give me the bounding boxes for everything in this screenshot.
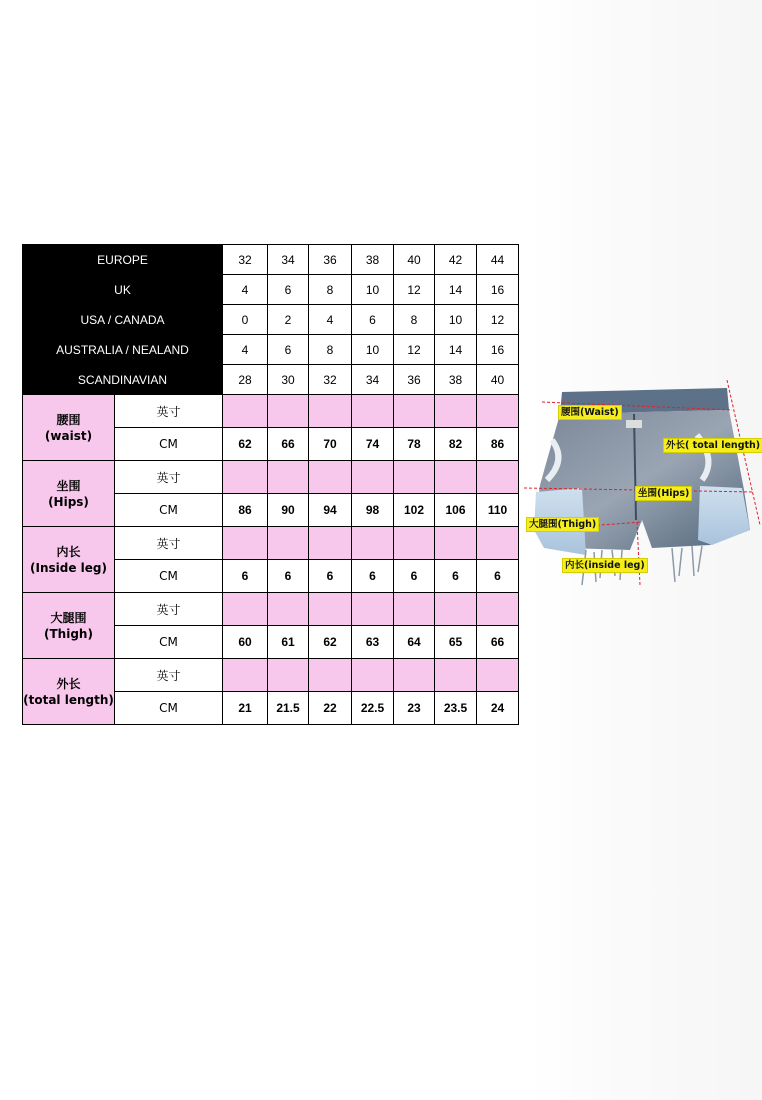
- inch-cell: [477, 395, 519, 428]
- cm-value: 65: [435, 626, 477, 659]
- inch-cell: [223, 461, 268, 494]
- size-value: 12: [477, 305, 519, 335]
- measurement-inch-row: [23, 659, 519, 692]
- unit-cm: CM: [115, 428, 223, 461]
- unit-inch: 英寸: [115, 527, 223, 560]
- size-value: 10: [435, 305, 477, 335]
- size-value: 44: [477, 245, 519, 275]
- inch-cell: [309, 461, 352, 494]
- cm-value: 6: [352, 560, 394, 593]
- measurement-inch-row: [23, 527, 519, 560]
- measurement-inch-row: [23, 593, 519, 626]
- cm-value: 102: [394, 494, 435, 527]
- measurement-zh: 腰围: [56, 412, 81, 427]
- cm-value: 94: [309, 494, 352, 527]
- cm-value: 62: [309, 626, 352, 659]
- unit-cm: CM: [115, 560, 223, 593]
- inch-cell: [435, 659, 477, 692]
- inch-cell: [394, 461, 435, 494]
- inch-cell: [435, 395, 477, 428]
- thigh-tag: 大腿围(Thigh): [526, 517, 599, 532]
- inch-cell: [352, 527, 394, 560]
- inch-cell: [268, 527, 309, 560]
- size-value: 4: [223, 275, 268, 305]
- measurement-label: [23, 527, 115, 593]
- inch-cell: [394, 593, 435, 626]
- region-label: UK: [23, 275, 223, 305]
- unit-cm: CM: [115, 626, 223, 659]
- unit-inch: 英寸: [115, 461, 223, 494]
- cm-value: 86: [477, 428, 519, 461]
- size-value: 12: [394, 275, 435, 305]
- size-value: 2: [268, 305, 309, 335]
- size-value: 32: [309, 365, 352, 395]
- unit-cm: CM: [115, 692, 223, 725]
- inside-leg-tag: 内长(inside leg): [562, 558, 648, 573]
- size-value: 8: [394, 305, 435, 335]
- size-value: 14: [435, 275, 477, 305]
- region-label: USA / CANADA: [23, 305, 223, 335]
- unit-cm: CM: [115, 494, 223, 527]
- inch-cell: [352, 461, 394, 494]
- inch-cell: [435, 593, 477, 626]
- inch-cell: [352, 659, 394, 692]
- cm-value: 66: [477, 626, 519, 659]
- region-label: SCANDINAVIAN: [23, 365, 223, 395]
- inch-cell: [352, 593, 394, 626]
- inch-cell: [223, 659, 268, 692]
- size-value: 42: [435, 245, 477, 275]
- cm-value: 70: [309, 428, 352, 461]
- cm-value: 6: [394, 560, 435, 593]
- size-value: 6: [268, 335, 309, 365]
- inch-cell: [268, 461, 309, 494]
- size-value: 0: [223, 305, 268, 335]
- total-length-tag: 外长( total length): [663, 438, 762, 453]
- cm-value: 6: [435, 560, 477, 593]
- inch-cell: [477, 461, 519, 494]
- size-value: 12: [394, 335, 435, 365]
- measurement-zh: 坐围: [56, 478, 81, 493]
- size-value: 36: [394, 365, 435, 395]
- size-value: 34: [352, 365, 394, 395]
- cm-value: 62: [223, 428, 268, 461]
- cm-value: 98: [352, 494, 394, 527]
- inch-cell: [394, 527, 435, 560]
- size-value: 4: [223, 335, 268, 365]
- cm-value: 78: [394, 428, 435, 461]
- measurement-label: [23, 659, 115, 725]
- size-value: 38: [352, 245, 394, 275]
- inch-cell: [477, 659, 519, 692]
- size-row: [23, 335, 519, 365]
- inch-cell: [477, 527, 519, 560]
- inch-cell: [309, 593, 352, 626]
- size-value: 10: [352, 335, 394, 365]
- cm-value: 110: [477, 494, 519, 527]
- cm-value: 6: [223, 560, 268, 593]
- cm-value: 66: [268, 428, 309, 461]
- inch-cell: [223, 593, 268, 626]
- size-value: 14: [435, 335, 477, 365]
- cm-value: 6: [477, 560, 519, 593]
- size-value: 6: [268, 275, 309, 305]
- inch-cell: [268, 395, 309, 428]
- cm-value: 23: [394, 692, 435, 725]
- size-row: [23, 275, 519, 305]
- unit-inch: 英寸: [115, 395, 223, 428]
- size-value: 10: [352, 275, 394, 305]
- measurement-zh: 外长: [56, 676, 81, 691]
- size-value: 16: [477, 275, 519, 305]
- inch-cell: [394, 395, 435, 428]
- cm-value: 22: [309, 692, 352, 725]
- measurement-label: [23, 395, 115, 461]
- cm-value: 63: [352, 626, 394, 659]
- waist-tag: 腰围(Waist): [558, 405, 622, 420]
- measurement-label: [23, 461, 115, 527]
- size-value: 32: [223, 245, 268, 275]
- size-value: 40: [394, 245, 435, 275]
- inch-cell: [352, 395, 394, 428]
- region-label: EUROPE: [23, 245, 223, 275]
- unit-inch: 英寸: [115, 593, 223, 626]
- inch-cell: [477, 593, 519, 626]
- cm-value: 23.5: [435, 692, 477, 725]
- size-value: 38: [435, 365, 477, 395]
- measurement-en: (total length): [23, 692, 114, 707]
- hips-tag: 坐围(Hips): [635, 486, 692, 501]
- size-value: 28: [223, 365, 268, 395]
- cm-value: 21: [223, 692, 268, 725]
- cm-value: 90: [268, 494, 309, 527]
- cm-value: 21.5: [268, 692, 309, 725]
- inch-cell: [223, 395, 268, 428]
- inch-cell: [268, 659, 309, 692]
- size-value: 40: [477, 365, 519, 395]
- cm-value: 24: [477, 692, 519, 725]
- inch-cell: [309, 527, 352, 560]
- inch-cell: [309, 395, 352, 428]
- unit-inch: 英寸: [115, 659, 223, 692]
- size-value: 30: [268, 365, 309, 395]
- inch-cell: [435, 527, 477, 560]
- region-label: AUSTRALIA / NEALAND: [23, 335, 223, 365]
- size-row: [23, 365, 519, 395]
- size-row: [23, 245, 519, 275]
- cm-value: 61: [268, 626, 309, 659]
- measurement-label: [23, 593, 115, 659]
- size-value: 36: [309, 245, 352, 275]
- cm-value: 106: [435, 494, 477, 527]
- size-value: 4: [309, 305, 352, 335]
- size-value: 16: [477, 335, 519, 365]
- size-value: 8: [309, 335, 352, 365]
- size-row: [23, 305, 519, 335]
- measurement-inch-row: [23, 395, 519, 428]
- measurement-zh: 大腿围: [50, 610, 87, 625]
- measurement-en: (Inside leg): [30, 560, 107, 575]
- shorts-measurement-diagram: [522, 380, 762, 610]
- inch-cell: [435, 461, 477, 494]
- inch-cell: [268, 593, 309, 626]
- inch-cell: [309, 659, 352, 692]
- cm-value: 86: [223, 494, 268, 527]
- size-value: 8: [309, 275, 352, 305]
- size-value: 6: [352, 305, 394, 335]
- measurement-inch-row: [23, 461, 519, 494]
- cm-value: 6: [268, 560, 309, 593]
- cm-value: 22.5: [352, 692, 394, 725]
- cm-value: 64: [394, 626, 435, 659]
- measurement-en: (waist): [44, 428, 93, 443]
- cm-value: 60: [223, 626, 268, 659]
- measurement-zh: 内长: [56, 544, 81, 559]
- cm-value: 6: [309, 560, 352, 593]
- measurement-en: (Thigh): [44, 626, 93, 641]
- size-value: 34: [268, 245, 309, 275]
- cm-value: 82: [435, 428, 477, 461]
- inch-cell: [223, 527, 268, 560]
- size-chart-table: [22, 244, 519, 725]
- measurement-en: (Hips): [48, 494, 89, 509]
- cm-value: 74: [352, 428, 394, 461]
- inch-cell: [394, 659, 435, 692]
